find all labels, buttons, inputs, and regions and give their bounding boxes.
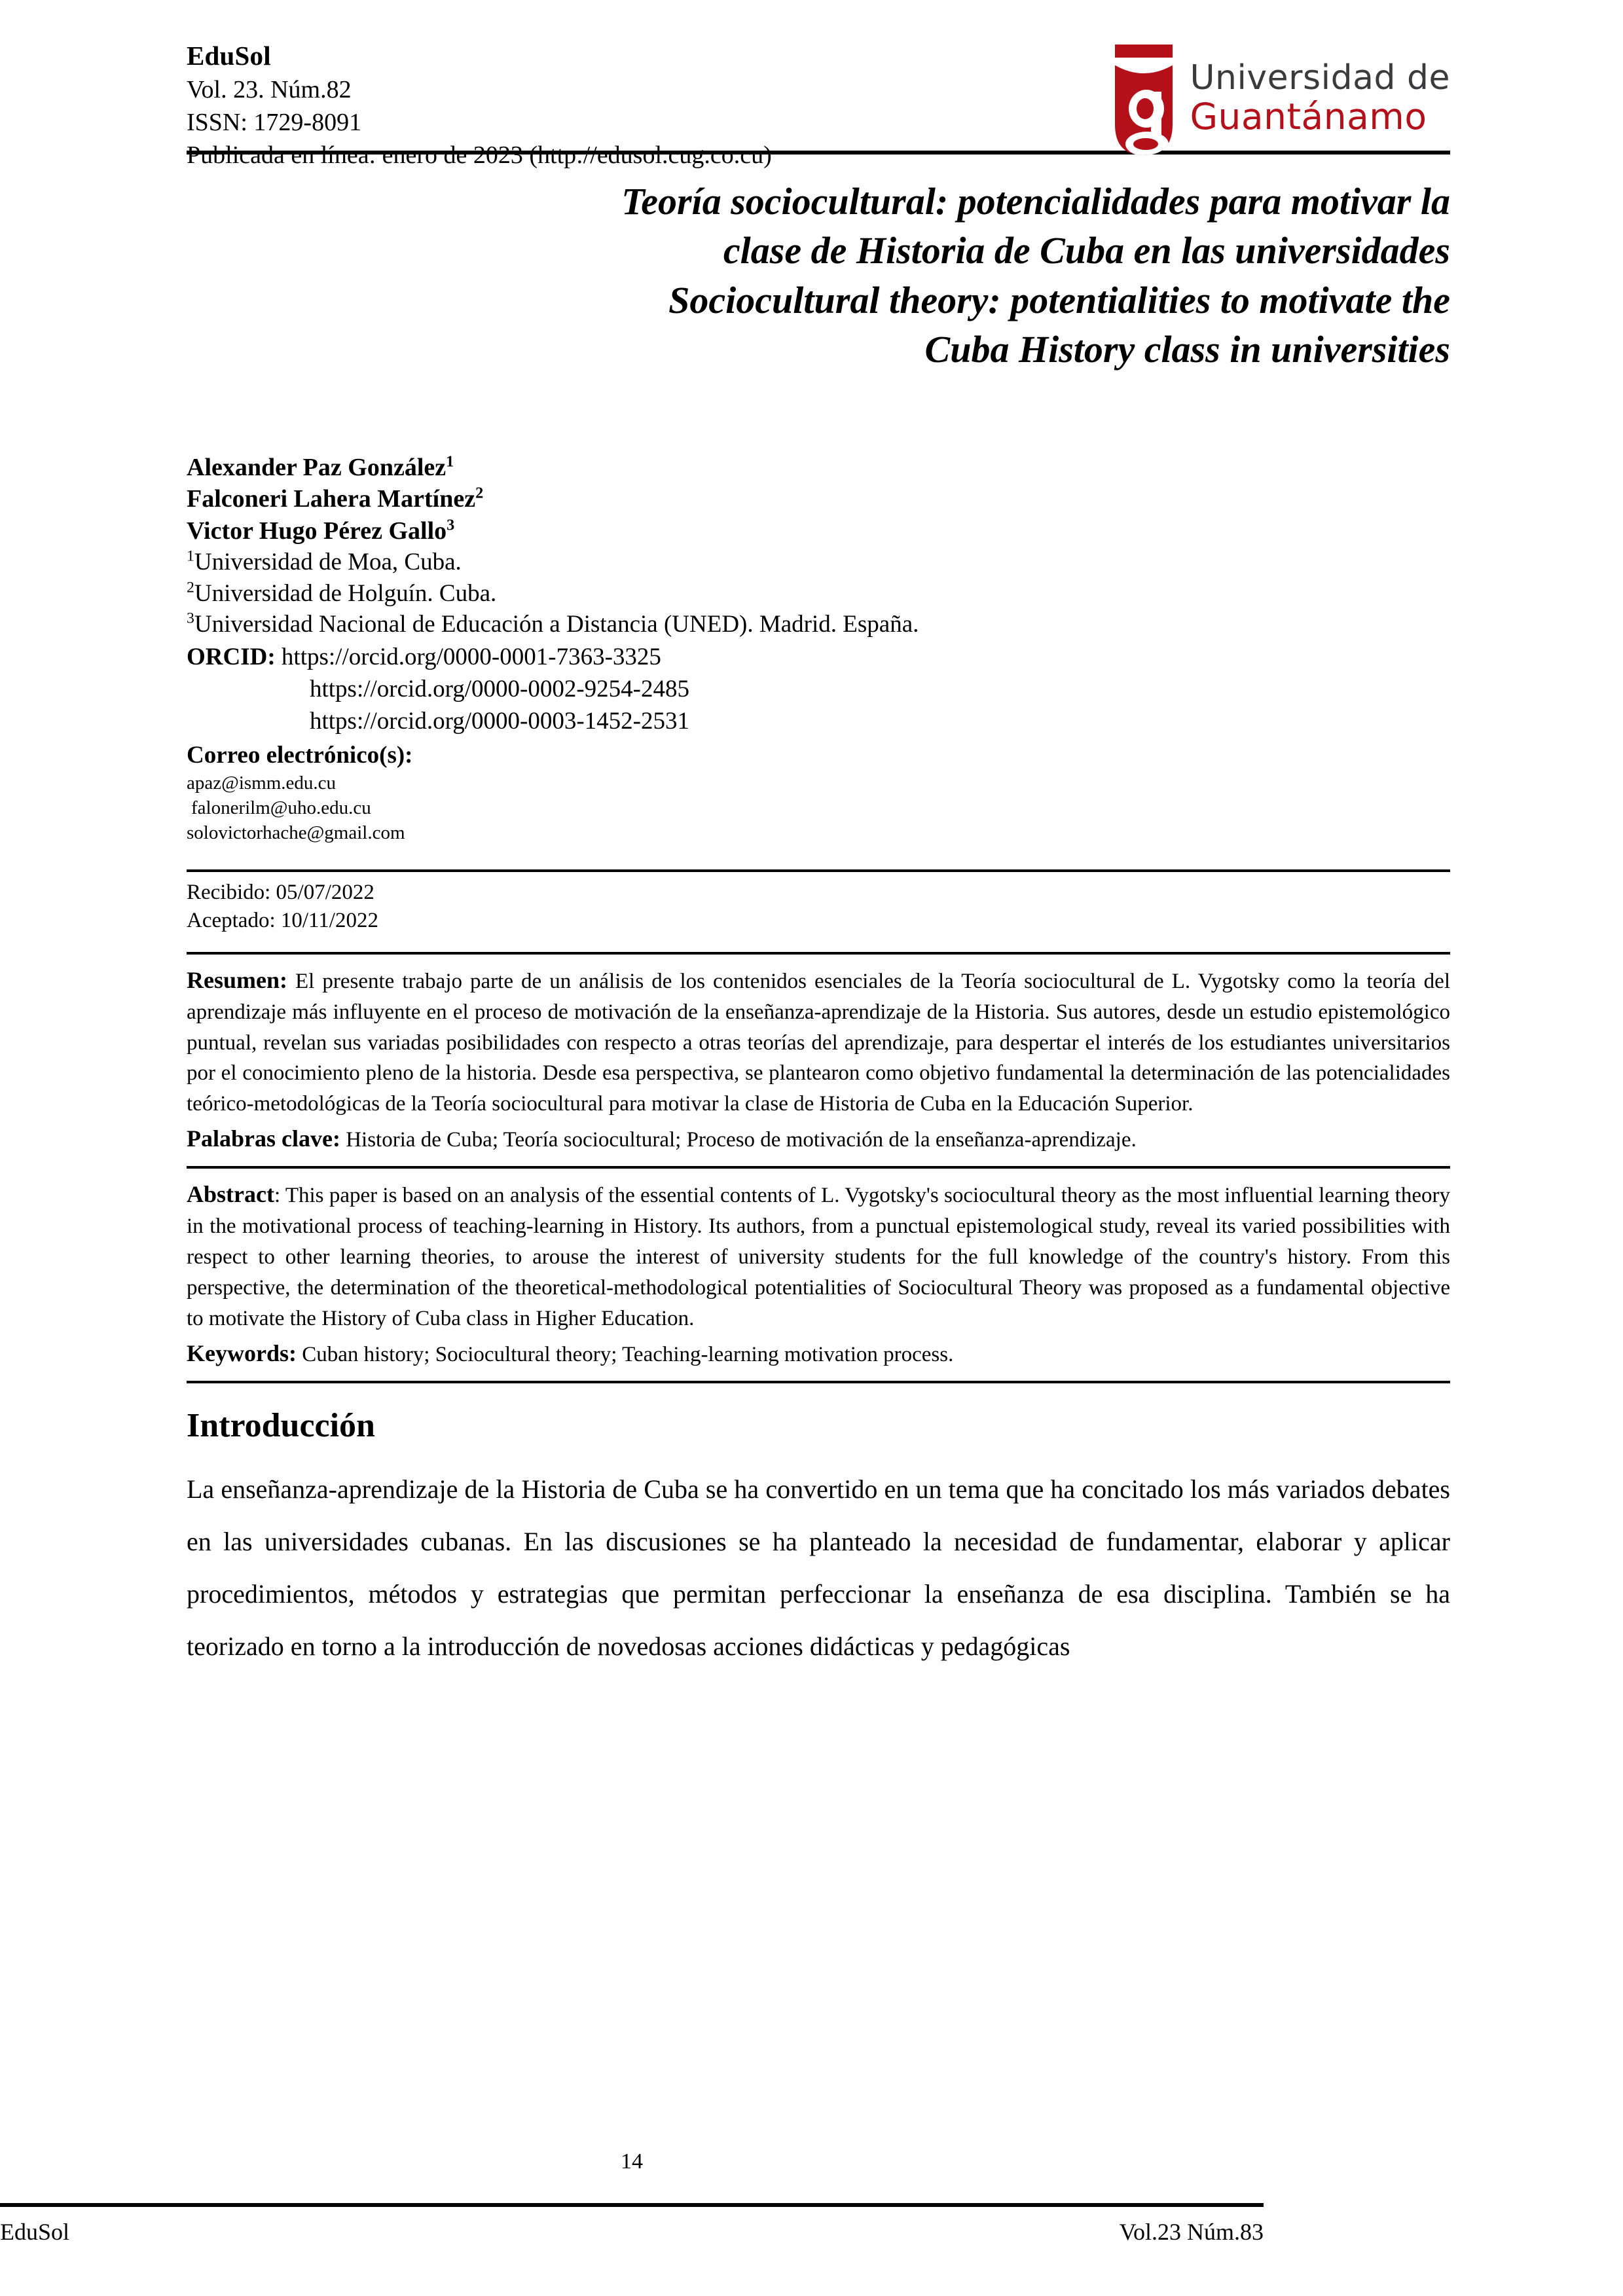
affiliation-1: [187, 547, 1450, 577]
orcid-id-1[interactable]: https://orcid.org/0000-0001-7363-3325: [281, 643, 661, 670]
author-2-name: Falconeri Lahera Martínez: [187, 485, 476, 513]
journal-name: EduSol: [187, 41, 271, 71]
dates-block: [187, 872, 1450, 952]
page-number: 14: [621, 2149, 643, 2174]
email-3[interactable]: solovictorhache@gmail.com: [187, 822, 405, 844]
logo-line-guantanamo: Guantánamo: [1190, 96, 1427, 137]
section-heading-introduccion: Introducción: [187, 1406, 375, 1444]
orcid-id-2[interactable]: https://orcid.org/0000-0002-9254-2485: [310, 675, 689, 702]
affiliation-2: [187, 578, 1450, 609]
email-1[interactable]: apaz@ismm.edu.cu: [187, 772, 337, 793]
affiliation-1-sup: 1: [187, 548, 194, 566]
logo-line-universidad: Universidad de: [1190, 58, 1450, 98]
journal-issn: ISSN: 1729-8091: [187, 109, 362, 137]
author-block: [187, 452, 1450, 846]
orcid-id-3[interactable]: https://orcid.org/0000-0003-1452-2531: [310, 708, 689, 735]
resumen-label: Resumen:: [187, 966, 287, 993]
resumen-text: El presente trabajo parte de un análisis de los contenidos esenciales de la Teoría sociocultural de L. Vygotsky como la teoría del aprendizaje más influyente en el proceso de motivación de la enseñanza-aprendizaje de la Historia. Sus autores, desde un estudio epistemológico puntual, revelan sus variadas posibilidades con respecto a otras teorías del aprendizaje, para despertar el interés de los estudiantes universitarios por el conocimiento pleno de la historia. Desde esa perspectiva, se plantearon como objetivo fundamental la determinación de las potencialidades teórico-metodológicas de la Teoría sociocultural para motivar la clase de Historia de Cuba en la Educación Superior.: [187, 969, 1450, 1116]
abstract-label: Abstract: [187, 1181, 274, 1208]
affiliation-2-text: Universidad de Holguín. Cuba.: [194, 579, 497, 607]
footer-volume: Vol.23 Núm.83: [1119, 2219, 1264, 2245]
abstract-text: : This paper is based on an analysis of the essential contents of L. Vygotsky's sociocultural theory as the most influential learning theory in the motivational process of teaching-learning in History. Its authors, from a punctual epistemological study, reveal its varied possibilities with respect to other learning theories, to arouse the interest of university students for the full knowledge of the country's history. From this perspective, the determination of the theoretical-methodological potentialities of Sociocultural Theory was proposed as a fundamental objective to motivate the History of Cuba class in Higher Education.: [187, 1184, 1450, 1330]
keywords-label: Keywords:: [187, 1339, 297, 1366]
keywords-block: [187, 1334, 1450, 1381]
author-1-sup: 1: [446, 452, 454, 470]
footer-journal-name: EduSol: [0, 2219, 70, 2245]
masthead-text-block: [187, 38, 772, 172]
affiliation-3-sup: 3: [187, 610, 194, 627]
orcid-label: ORCID:: [187, 643, 276, 670]
palabras-clave-block: [187, 1120, 1450, 1166]
footer-divider: [0, 2203, 1264, 2207]
email-2[interactable]: falonerilm@uho.edu.cu: [191, 797, 371, 819]
resumen-block: [187, 955, 1450, 1120]
title-es-line-1: Teoría sociocultural: potencialidades para motivar la: [621, 180, 1450, 223]
palabras-clave-text: Historia de Cuba; Teoría sociocultural; Proceso de motivación de la enseñanza-aprendizaje.: [340, 1128, 1137, 1152]
journal-volume: Vol. 23. Núm.82: [187, 76, 352, 104]
author-3-sup: 3: [447, 516, 455, 534]
affiliation-3: [187, 609, 1450, 640]
author-2-sup: 2: [475, 484, 484, 502]
affiliation-2-sup: 2: [187, 579, 194, 596]
university-logo: [1115, 41, 1450, 155]
guantanamo-shield-icon: [1115, 41, 1173, 155]
article-title: [187, 177, 1450, 374]
logo-wordmark: [1190, 58, 1450, 137]
masthead: [187, 0, 1450, 170]
orcid-row-3: [187, 706, 1450, 737]
footer-row: [0, 2218, 1264, 2246]
introduction-paragraph: La enseñanza-aprendizaje de la Historia de Cuba se ha convertido en un tema que ha concitado los más variados debates en las universidades cubanas. En las discusiones se ha planteado la necesidad de fundamentar, elaborar y aplicar procedimientos, métodos y estrategias que permitan perfeccionar la enseñanza de esa disciplina. También se ha teorizado en torno a la introducción de novedosas acciones didácticas y pedagógicas: [187, 1474, 1450, 1662]
date-accepted: Aceptado: 10/11/2022: [187, 908, 378, 932]
abstract-block: [187, 1169, 1450, 1334]
journal-published-line: Publicada en línea: enero de 2023 (http://edusol.cug.co.cu): [187, 141, 772, 170]
author-3-name: Victor Hugo Pérez Gallo: [187, 517, 447, 545]
email-label: Correo electrónico(s):: [187, 741, 413, 769]
title-es-line-2: clase de Historia de Cuba en las universidades: [723, 229, 1450, 272]
author-1: [187, 452, 1450, 484]
page-content: [187, 0, 1450, 1673]
affiliation-1-text: Universidad de Moa, Cuba.: [194, 549, 462, 576]
author-2: [187, 483, 1450, 515]
keywords-divider: [187, 1381, 1450, 1383]
orcid-row-2: [187, 674, 1450, 704]
date-received: Recibido: 05/07/2022: [187, 880, 374, 904]
keywords-text: Cuban history; Sociocultural theory; Teaching-learning motivation process.: [296, 1342, 954, 1366]
orcid-row-1: [187, 642, 1450, 672]
palabras-clave-label: Palabras clave:: [187, 1125, 340, 1152]
affiliation-3-text: Universidad Nacional de Educación a Distancia (UNED). Madrid. España.: [194, 611, 919, 638]
author-1-name: Alexander Paz González: [187, 453, 447, 481]
author-3: [187, 515, 1450, 547]
title-en-line-2: Cuba History class in universities: [924, 328, 1450, 371]
title-en-line-1: Sociocultural theory: potentialities to motivate the: [668, 278, 1450, 321]
